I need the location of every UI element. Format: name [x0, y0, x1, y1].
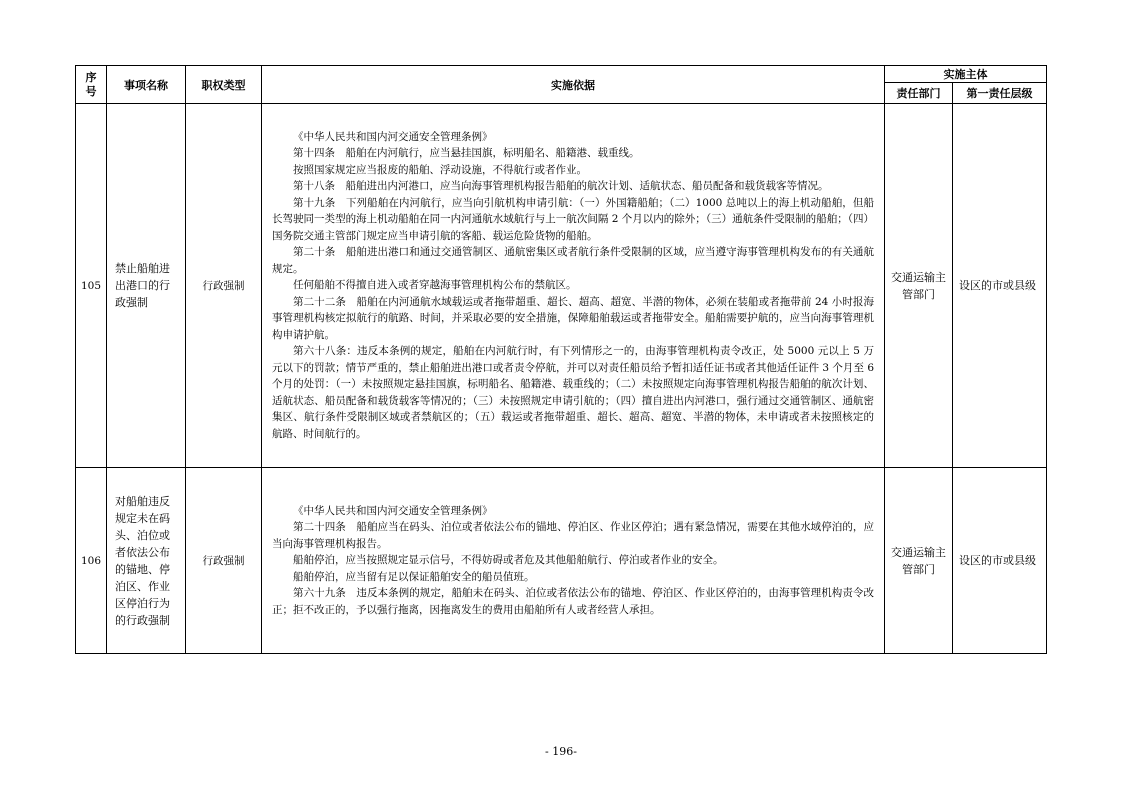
basis-law-title: 《中华人民共和国内河交通安全管理条例》	[293, 130, 493, 143]
basis-paragraph: 第六十八条：违反本条例的规定，船舶在内河航行时，有下列情形之一的，由海事管理机构责令改正，处 5000 元以上 5 万元以下的罚款；情节严重的，禁止船舶进出港口或者责令停航，并可以对责任船员给予暂扣适任证书或者其他适任证件 3 个月至 6 个月的处罚：（一）未按照规定悬挂国旗，标明船名、船籍港、载重线的；（二）未按照规定向海事管理机构报告船舶的航次计划、适航状态、船员配备和载货载客等情况的；（三）未按照规定申请引航的；（四）擅自进出内河港口，强行通过交通管制区、通航密集区、航行条件受限制区域或者禁航区的；（五）载运或者拖带超重、超长、超高、超宽、半潜的物体，未申请或者未按照核定的航路、时间航行的。	[272, 345, 874, 440]
basis-paragraph: 第六十九条 违反本条例的规定，船舶未在码头、泊位或者依法公布的锚地、停泊区、作业区停泊的，由海事管理机构责令改正；拒不改正的，予以强行拖离，因拖离发生的费用由船舶所有人或者经营人承担。	[272, 587, 874, 616]
row-dept: 交通运输主管部门	[885, 104, 953, 468]
header-seq: 序号	[76, 66, 107, 104]
row-level: 设区的市或县级	[953, 104, 1047, 468]
header-name: 事项名称	[107, 66, 186, 104]
items-table	[75, 65, 1047, 654]
basis-paragraph: 第十九条 下列船舶在内河航行，应当向引航机构申请引航：（一）外国籍船舶；（二）1000 总吨以上的海上机动船舶，但船长驾驶同一类型的海上机动船舶在同一内河通航水域航行与上一航次间隔 2 个月以内的除外；（三）通航条件受限制的船舶；（四）国务院交通主管部门规定应当申请引航的客船、载运危险货物的船舶。	[272, 196, 874, 242]
basis-paragraph: 第十四条 船舶在内河航行，应当悬挂国旗，标明船名、船籍港、载重线。	[293, 147, 640, 160]
page-number: - 196-	[545, 745, 577, 758]
basis-paragraph: 第二十二条 船舶在内河通航水域载运或者拖带超重、超长、超高、超宽、半潜的物体，必须在装船或者拖带前 24 小时报海事管理机构核定拟航行的航路、时间，并采取必要的安全措施，保障船舶载运或者拖带安全。船舶需要护航的，应当向海事管理机构申请护航。	[272, 295, 874, 341]
row-seq: 105	[76, 104, 107, 468]
basis-paragraph: 第二十四条 船舶应当在码头、泊位或者依法公布的锚地、停泊区、作业区停泊；遇有紧急情况，需要在其他水域停泊的，应当向海事管理机构报告。	[272, 521, 874, 550]
row-seq: 106	[76, 468, 107, 654]
header-level: 第一责任层级	[953, 83, 1047, 104]
table-row	[76, 468, 1047, 654]
row-dept: 交通运输主管部门	[885, 468, 953, 654]
basis-paragraph: 任何船舶不得擅自进入或者穿越海事管理机构公布的禁航区。	[293, 279, 577, 292]
basis-paragraph: 按照国家规定应当报废的船舶、浮动设施，不得航行或者作业。	[293, 163, 587, 176]
row-name: 对船舶违反规定未在码头、泊位或者依法公布的锚地、停泊区、作业区停泊行为的行政强制	[107, 468, 186, 654]
row-name: 禁止船舶进出港口的行政强制	[107, 104, 186, 468]
row-type: 行政强制	[186, 104, 262, 468]
row-type: 行政强制	[186, 468, 262, 654]
header-dept: 责任部门	[885, 83, 953, 104]
basis-law-title: 《中华人民共和国内河交通安全管理条例》	[293, 504, 493, 517]
row-basis	[262, 468, 885, 654]
basis-paragraph: 第十八条 船舶进出内河港口，应当向海事管理机构报告船舶的航次计划、适航状态、船员配备和载货载客等情况。	[293, 180, 829, 193]
header-type: 职权类型	[186, 66, 262, 104]
table-row	[76, 104, 1047, 468]
header-basis: 实施依据	[262, 66, 885, 104]
row-level: 设区的市或县级	[953, 468, 1047, 654]
basis-paragraph: 船舶停泊，应当按照规定显示信号，不得妨碍或者危及其他船舶航行、停泊或者作业的安全。	[293, 554, 724, 567]
row-basis	[262, 104, 885, 468]
header-subject: 实施主体	[885, 66, 1047, 83]
basis-paragraph: 第二十条 船舶进出港口和通过交通管制区、通航密集区或者航行条件受限制的区域，应当遵守海事管理机构发布的有关通航规定。	[272, 246, 874, 275]
basis-paragraph: 船舶停泊，应当留有足以保证船舶安全的船员值班。	[293, 570, 535, 583]
